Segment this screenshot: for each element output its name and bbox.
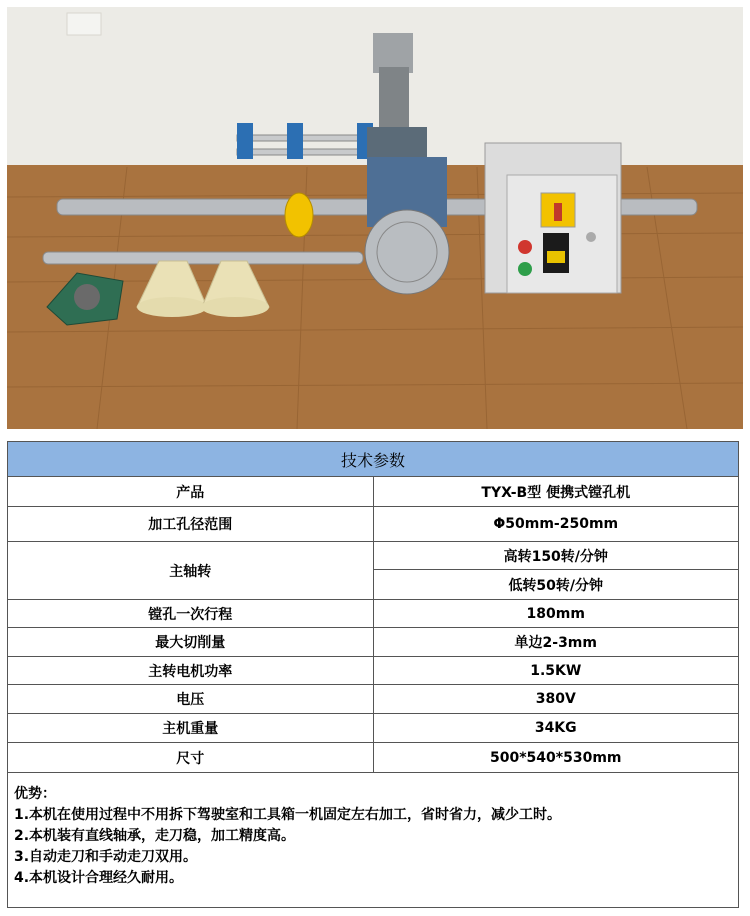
- table-row: [8, 628, 739, 657]
- row-label-bore-range: 加工孔径范围: [8, 507, 374, 542]
- table-header-row: [8, 442, 739, 477]
- row-value-speed-low: 低转50转/分钟: [373, 570, 739, 600]
- table-row: [8, 507, 739, 542]
- row-value-voltage: 380V: [373, 685, 739, 714]
- table-row: [8, 542, 739, 570]
- row-label-weight: 主机重量: [8, 714, 374, 743]
- row-value-stroke: 180mm: [373, 600, 739, 628]
- product-photo-illustration: [7, 7, 743, 429]
- row-value-speed-high: 高转150转/分钟: [373, 542, 739, 570]
- row-value-bore-range: Φ50mm-250mm: [373, 507, 739, 542]
- advantage-item-2: 2.本机装有直线轴承，走刀稳，加工精度高。: [14, 828, 296, 844]
- table-row: [8, 600, 739, 628]
- table-row: [8, 743, 739, 773]
- row-label-size: 尺寸: [8, 743, 374, 773]
- row-value-size: 500*540*530mm: [373, 743, 739, 773]
- table-row: [8, 714, 739, 743]
- table-row: [8, 477, 739, 507]
- spec-table: [7, 441, 739, 773]
- product-photo: [7, 7, 743, 429]
- row-value-product: TYX-B型 便携式镗孔机: [373, 477, 739, 507]
- table-row: [8, 657, 739, 685]
- advantage-item-3: 3.自动走刀和手动走刀双用。: [14, 849, 198, 865]
- advantages-box: [7, 772, 739, 908]
- table-row: [8, 685, 739, 714]
- row-label-voltage: 电压: [8, 685, 374, 714]
- table-title: 技术参数: [8, 442, 739, 477]
- row-label-max-cut: 最大切削量: [8, 628, 374, 657]
- advantage-item-4: 4.本机设计合理经久耐用。: [14, 870, 184, 886]
- row-value-max-cut: 单边2-3mm: [373, 628, 739, 657]
- advantages-heading: 优势：: [14, 786, 56, 802]
- row-label-product: 产品: [8, 477, 374, 507]
- row-label-spindle-speed: 主轴转: [8, 542, 374, 600]
- row-value-motor-power: 1.5KW: [373, 657, 739, 685]
- row-label-motor-power: 主转电机功率: [8, 657, 374, 685]
- row-value-weight: 34KG: [373, 714, 739, 743]
- advantage-item-1: 1.本机在使用过程中不用拆下驾驶室和工具箱一机固定左右加工，省时省力，减少工时。: [14, 807, 562, 823]
- row-label-stroke: 镗孔一次行程: [8, 600, 374, 628]
